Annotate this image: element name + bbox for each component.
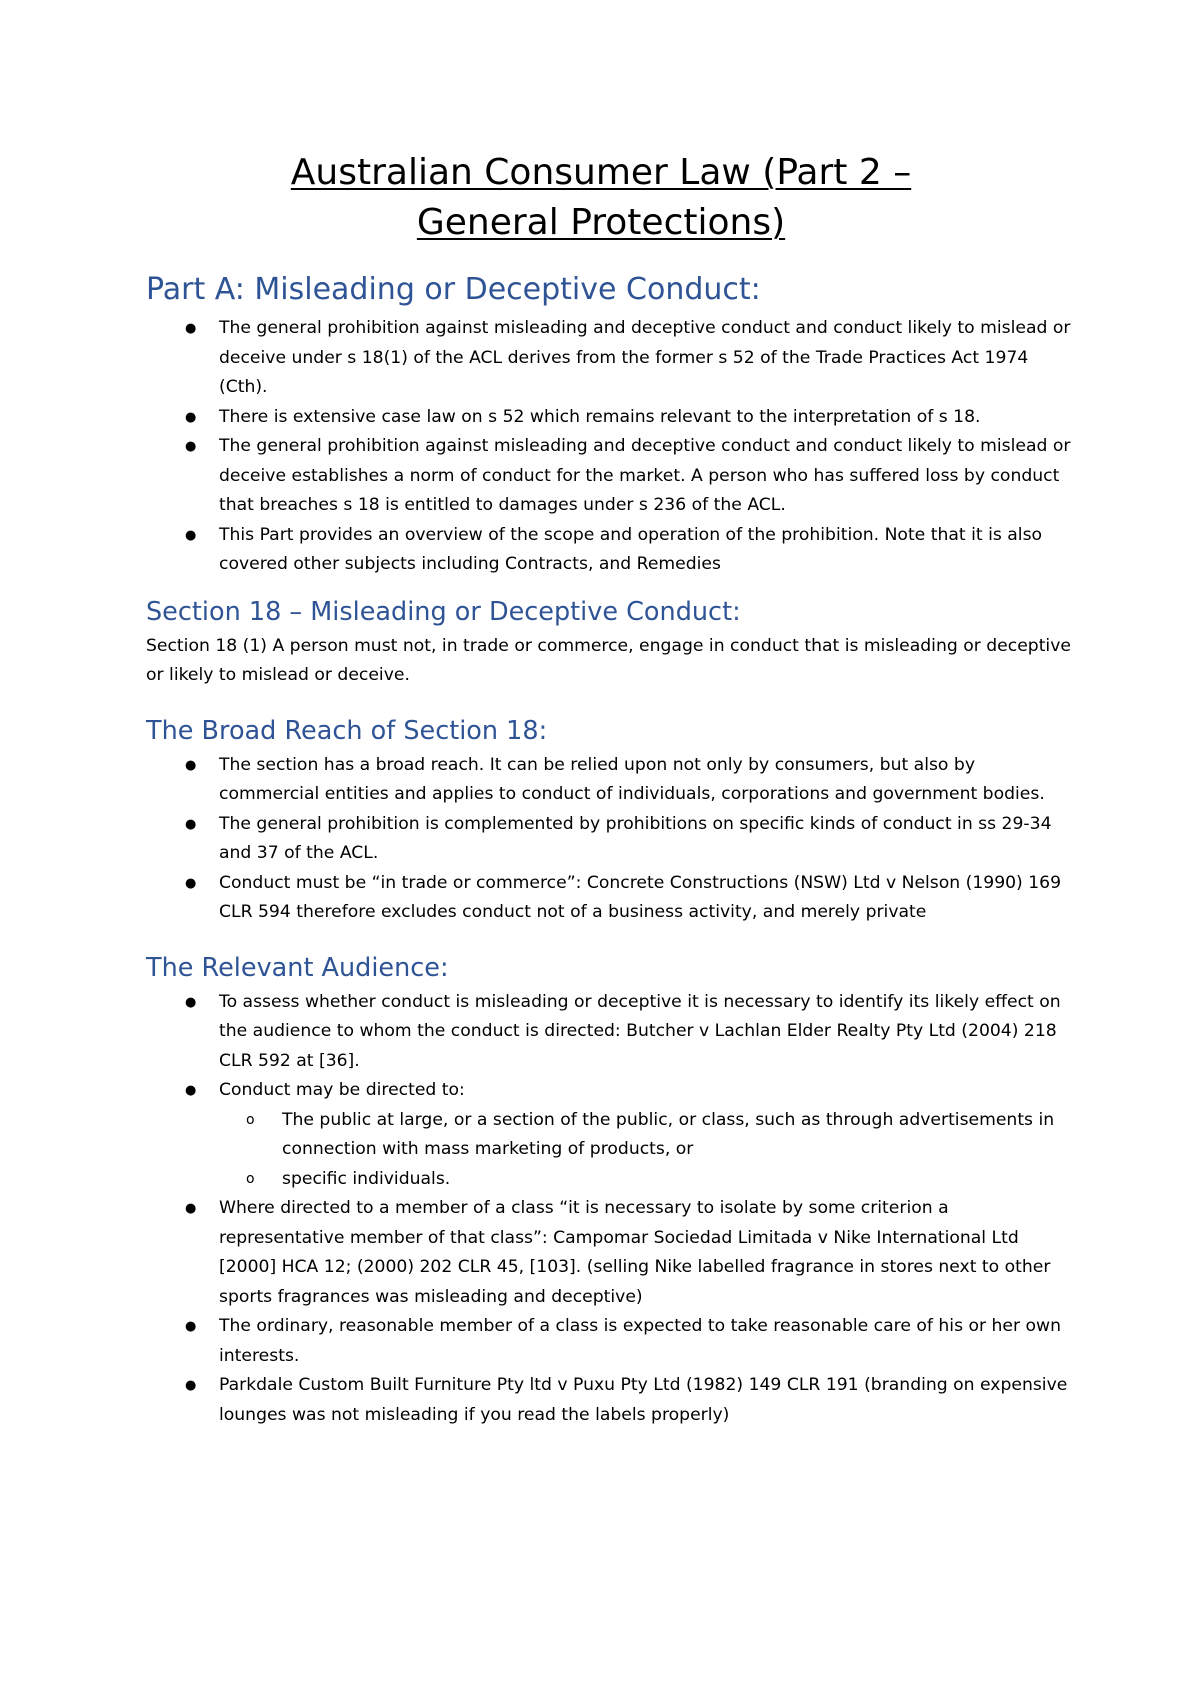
- bullet-dot-icon: ●: [185, 875, 197, 891]
- list-item-text: Conduct must be “in trade or commerce”: Concrete Constructions (NSW) Ltd v Nelson (1990) 169 CLR 594 therefore excludes conduct not of a business activity, and merely private: [219, 872, 1062, 922]
- sub-list-item: [215, 1165, 1076, 1195]
- bullet-dot-icon: ●: [185, 757, 197, 773]
- list-item: [146, 751, 1076, 810]
- part-a-heading: Part A: Misleading or Deceptive Conduct:: [146, 272, 761, 307]
- hollow-circle-icon: o: [246, 1111, 255, 1128]
- section-18-heading: Section 18 – Misleading or Deceptive Conduct:: [146, 596, 741, 627]
- list-item-text: The general prohibition against misleading and deceptive conduct and conduct likely to mislead or deceive under s 18(1) of the ACL derives from the former s 52 of the Trade Practices Act 1974 (Cth).: [219, 318, 1071, 397]
- sub-list-item-text: specific individuals.: [282, 1168, 451, 1189]
- title-line-1: Australian Consumer Law (Part 2 –: [290, 152, 912, 193]
- bullet-dot-icon: ●: [185, 321, 197, 336]
- bullet-dot-icon: ●: [185, 409, 197, 425]
- document-body: [146, 270, 1076, 1430]
- list-item-text: The ordinary, reasonable member of a class is expected to take reasonable care of his or her own interests.: [219, 1316, 1062, 1366]
- list-item-text: Parkdale Custom Built Furniture Pty ltd v Puxu Pty Ltd (1982) 149 CLR 191 (branding on expensive lounges was not misleading if you read the labels properly): [219, 1375, 1068, 1425]
- list-item: [146, 314, 1076, 403]
- list-item-text: The general prohibition is complemented by prohibitions on specific kinds of conduct in ss 29-34 and 37 of the ACL.: [219, 813, 1052, 863]
- broad-reach-bullet-list: [146, 751, 1076, 928]
- list-item-text: Where directed to a member of a class “it is necessary to isolate by some criterion a representative member of that class”: Campomar Sociedad Limitada v Nike International Ltd [2000] HCA 12; (2000) 202 CLR 45, [103]. (selling Nike labelled fragrance in stores next to other sports fragrances was misleading and deceptive): [219, 1198, 1051, 1307]
- list-item: [146, 1194, 1076, 1312]
- list-item: [146, 403, 1076, 433]
- sub-list-item: [215, 1106, 1076, 1165]
- bullet-dot-icon: ●: [185, 1378, 197, 1393]
- bullet-dot-icon: ●: [185, 1319, 197, 1334]
- sub-list-item-text: The public at large, or a section of the public, or class, such as through advertisements in connection with mass marketing of products, or: [282, 1109, 1055, 1159]
- list-item: [146, 988, 1076, 1077]
- audience-bullet-list: [146, 988, 1076, 1431]
- list-item-text: To assess whether conduct is misleading or deceptive it is necessary to identify its likely effect on the audience to whom the conduct is directed: Butcher v Lachlan Elder Realty Pty Ltd (2004) 218 CLR 592 at [36].: [219, 991, 1061, 1071]
- list-item: [146, 521, 1076, 580]
- part-a-bullet-list: [146, 314, 1076, 580]
- document-title: [146, 148, 1056, 248]
- list-item-text: There is extensive case law on s 52 which remains relevant to the interpretation of s 18.: [219, 406, 981, 427]
- list-item: [146, 432, 1076, 521]
- bullet-dot-icon: ●: [185, 1083, 197, 1098]
- bullet-dot-icon: ●: [185, 816, 197, 832]
- list-item: [146, 869, 1076, 928]
- hollow-circle-icon: o: [246, 1170, 255, 1187]
- list-item: [146, 810, 1076, 869]
- list-item: [146, 1076, 1076, 1194]
- bullet-dot-icon: ●: [185, 527, 197, 543]
- bullet-dot-icon: ●: [185, 1201, 197, 1216]
- list-item: [146, 1312, 1076, 1371]
- audience-sub-bullet-list: [215, 1106, 1076, 1195]
- bullet-dot-icon: ●: [185, 994, 197, 1010]
- list-item-text: The section has a broad reach. It can be relied upon not only by consumers, but also by commercial entities and applies to conduct of individuals, corporations and government bodies.: [219, 754, 1045, 804]
- list-item-text: This Part provides an overview of the scope and operation of the prohibition. Note that it is also covered other subjects including Contracts, and Remedies: [219, 524, 1043, 574]
- list-item-text: Conduct may be directed to:: [219, 1080, 465, 1100]
- list-item-text: The general prohibition against misleading and deceptive conduct and conduct likely to mislead or deceive establishes a norm of conduct for the market. A person who has suffered loss by conduct that breaches s 18 is entitled to damages under s 236 of the ACL.: [219, 436, 1071, 515]
- audience-heading: The Relevant Audience:: [146, 952, 449, 983]
- title-line-2: General Protections): [416, 202, 786, 243]
- section-18-text: Section 18 (1) A person must not, in trade or commerce, engage in conduct that is misleading or deceptive or likely to mislead or deceive.: [146, 635, 1071, 685]
- bullet-dot-icon: ●: [185, 439, 197, 454]
- broad-reach-heading: The Broad Reach of Section 18:: [146, 715, 548, 746]
- list-item: [146, 1371, 1076, 1430]
